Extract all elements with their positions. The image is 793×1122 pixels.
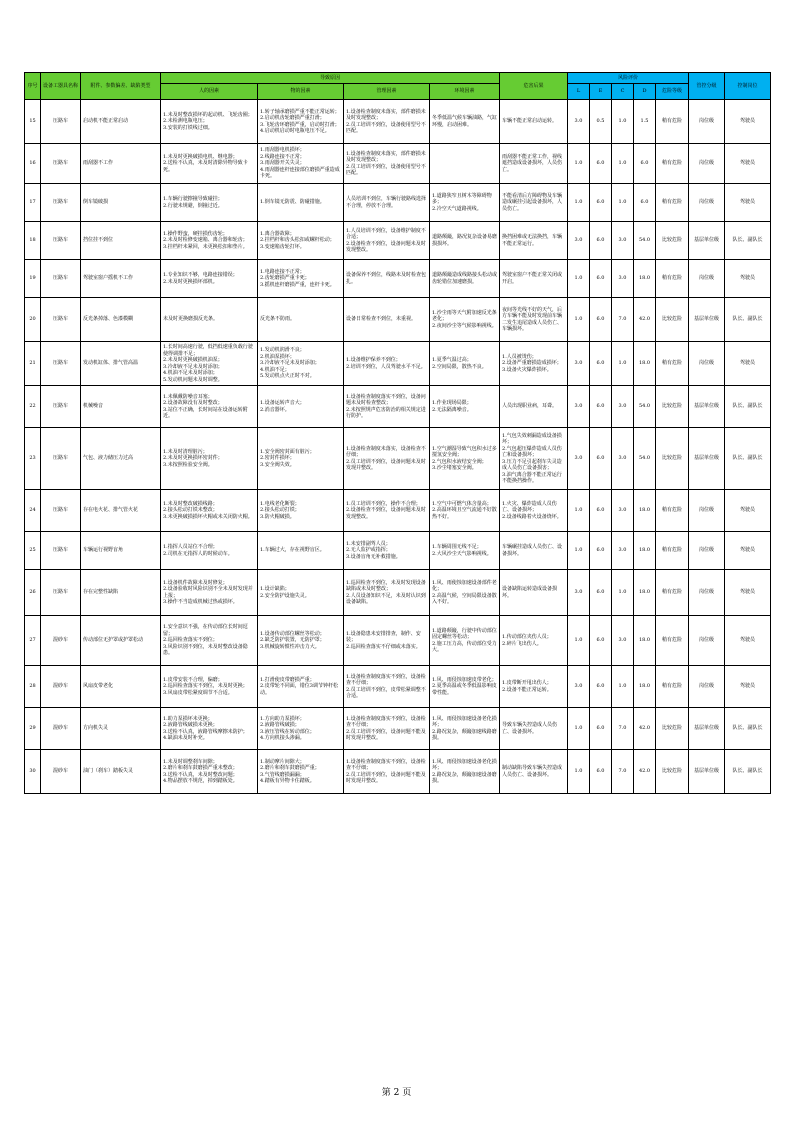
cell-L: 1.0: [568, 184, 590, 222]
cell-consequence: 1.人员被烫伤； 2.设备严重磨损造成损坏； 3.设备火灾爆炸损坏。: [500, 342, 568, 386]
cell-unit: 驾驶员: [725, 490, 771, 532]
cell-level: 稍有危险: [656, 260, 689, 298]
cell-object: 1.车辆过大，存在视野盲区。: [258, 532, 344, 570]
cell-unit: 驾驶员: [725, 616, 771, 666]
cell-parts: 风扇皮带老化: [81, 666, 161, 708]
cell-management: 1.未安排副驾人员； 2.无人监护或指挥； 3.设备盲角无补救措施。: [344, 532, 430, 570]
cell-level: 比较危险: [656, 708, 689, 750]
cell-consequence: 换挡困难或无法换挡，车辆不能正常运行。: [500, 222, 568, 260]
cell-level: 比较危险: [656, 428, 689, 490]
cell-D: 18.0: [634, 616, 656, 666]
cell-D: 18.0: [634, 260, 656, 298]
cell-parts: 倒车镜破损: [81, 184, 161, 222]
cell-human: 1.未及时整改损坏的起动机、飞轮齿圈； 2.未检测电瓶电压； 3.安装的打铁线过细。: [161, 100, 258, 144]
cell-D: 1.5: [634, 100, 656, 144]
cell-device: 压路车: [41, 386, 81, 428]
cell-seq: 25: [25, 532, 41, 570]
cell-human: 1.专业知识不够，电路连接错误； 2.未及时更换损坏部机。: [161, 260, 258, 298]
cell-management: 1.设备检查制度落实不到位，设备检查不仔细； 2.员工培训不到位，设备问题不能及时发现并整改。: [344, 750, 430, 794]
cell-human: 1.皮带安装不合理，偏磨； 2.巡回检查落实不到位，未及时更换； 3.风扇皮带松紧度调节不合适。: [161, 666, 258, 708]
cell-D: 6.0: [634, 184, 656, 222]
cell-seq: 15: [25, 100, 41, 144]
header-object: 物的因素: [258, 84, 344, 100]
cell-object: 1.打滑使皮带磨损严重； 2.皮带轮不同面，错位3调节钟杆松动。: [258, 666, 344, 708]
cell-consequence: 1.火灾、爆炸造成人员伤亡、设备损坏； 2.设备线路着火设备烧坏。: [500, 490, 568, 532]
cell-L: 3.0: [568, 428, 590, 490]
cell-D: 54.0: [634, 222, 656, 260]
cell-C: 3.0: [612, 386, 634, 428]
header-E: E: [590, 84, 612, 100]
cell-C: 7.0: [612, 298, 634, 342]
cell-L: 3.0: [568, 386, 590, 428]
cell-level: 稍有危险: [656, 570, 689, 616]
table-body: [25, 100, 771, 794]
cell-environment: 1.道路颠簸，行驶中传动部位固定螺丝等松动； 2.施工压力高，传动部位受力大。: [430, 616, 500, 666]
cell-D: 42.0: [634, 750, 656, 794]
cell-environment: 1.风、雨侵蚀加速设备老化损坏； 2.路况复杂，颠簸加速设备磨损。: [430, 750, 500, 794]
header-consequence: 危害后果: [500, 73, 568, 100]
cell-device: 压路车: [41, 342, 81, 386]
cell-L: 3.0: [568, 666, 590, 708]
cell-unit: 队长、副队长: [725, 222, 771, 260]
cell-environment: 道路颠簸，路况复杂设备易磨损损坏。: [430, 222, 500, 260]
cell-human: 1.车辆行驶擦撞导致碰挂； 2.行驶未规避，倒撞过近。: [161, 184, 258, 222]
cell-L: 3.0: [568, 342, 590, 386]
risk-assessment-table: [24, 72, 771, 794]
cell-unit: 驾驶员: [725, 570, 771, 616]
cell-human: 1.未及时更换破损电机、继电器； 2.送检不认真，未及时清除异物导致卡死。: [161, 144, 258, 184]
cell-object: 1.设备运转声音大； 2.消音器坏。: [258, 386, 344, 428]
cell-object: 1.安全阀密封面有脏污； 2.密封件损坏； 3.安全阀失效。: [258, 428, 344, 490]
table-row: [25, 616, 771, 666]
header-management: 管理因素: [344, 84, 430, 100]
cell-E: 6.0: [590, 616, 612, 666]
cell-unit: 队长、副队长: [725, 708, 771, 750]
cell-D: 18.0: [634, 342, 656, 386]
cell-consequence: 车辆不能正常启动运转。: [500, 100, 568, 144]
cell-management: 设备日常检查不到位，未重视。: [344, 298, 430, 342]
cell-parts: 气包、液力储压力过高: [81, 428, 161, 490]
cell-human: 未及时更换磨损反光条。: [161, 298, 258, 342]
cell-management: 1.设备维护保养不到位； 2.培训不到位，人员驾驶水平不足。: [344, 342, 430, 386]
cell-parts: 反光条掉落、色漆模糊: [81, 298, 161, 342]
cell-C: 1.0: [612, 666, 634, 708]
cell-environment: 1.夏季气温过高； 2.空间局限，散热不良。: [430, 342, 500, 386]
cell-control: 基层单位级: [689, 708, 725, 750]
cell-human: 1.操作野蛮，硬挂损伤齿轮； 2.未及时检修变速箱、离合器和轮齿； 3.挂档杆未紧回，未更换松扣和垫片。: [161, 222, 258, 260]
cell-environment: [430, 144, 500, 184]
cell-E: 6.0: [590, 144, 612, 184]
table-row: [25, 222, 771, 260]
cell-seq: 21: [25, 342, 41, 386]
cell-seq: 18: [25, 222, 41, 260]
cell-seq: 29: [25, 708, 41, 750]
header-parts: 附件、参数偏差、缺陷类型: [81, 73, 161, 100]
cell-L: 1.0: [568, 708, 590, 750]
cell-E: 6.0: [590, 750, 612, 794]
cell-object: 1.离合器故障； 2.挂档杆和齿头松扣或螺杆松动； 3.变速箱齿轮打坏。: [258, 222, 344, 260]
cell-D: 6.0: [634, 144, 656, 184]
cell-seq: 24: [25, 490, 41, 532]
table-row: [25, 428, 771, 490]
cell-human: 1.指挥人员站位不合理； 2.司机在无指挥人的时候动车。: [161, 532, 258, 570]
cell-management: 1.设备隐患未安排排查，制作、安装； 2.巡回检查落实不仔细或未落实。: [344, 616, 430, 666]
cell-object: 1.雨刮器电机损坏； 2.线路连接不正常； 3.雨刮器开关失灵； 4.雨刮器连杆连接部位磨损严重造成卡死。: [258, 144, 344, 184]
cell-control: 基层单位级: [689, 750, 725, 794]
cell-unit: 驾驶员: [725, 666, 771, 708]
cell-control: 岗位级: [689, 184, 725, 222]
cell-consequence: 车辆碾挂造成人员伤亡、设备损坏。: [500, 532, 568, 570]
cell-human: 1.助力泵损坏未更换； 2.液路管线破损未更换； 3.送检不认真，液路管线摩擦未防护； 4.缺油未及时补充。: [161, 708, 258, 750]
cell-management: 设备保养不到位，线路未及时检查包扎。: [344, 260, 430, 298]
table-row: [25, 298, 771, 342]
cell-object: 1.倒车镜无防震、防碰措施。: [258, 184, 344, 222]
cell-seq: 27: [25, 616, 41, 666]
cell-parts: 方向机失灵: [81, 708, 161, 750]
table-row: [25, 708, 771, 750]
cell-L: 3.0: [568, 570, 590, 616]
cell-L: 1.0: [568, 616, 590, 666]
cell-management: 人员培训不到位，车辆行驶路线选择不合理，停放不合理。: [344, 184, 430, 222]
cell-human: 1.安全意识不强，在传动部位长时间逗留； 2.巡回检查落实不到位； 3.风险识别不到位，未及时整改设备隐患。: [161, 616, 258, 666]
cell-E: 6.0: [590, 532, 612, 570]
header-cause-group: 导致原因: [161, 73, 500, 84]
cell-seq: 16: [25, 144, 41, 184]
cell-environment: 道路颠簸造成线路接头松动或齿轮错位加速磨损。: [430, 260, 500, 298]
cell-human: 1.设备机件故障未及时修复； 2.设备验收时风险识别不全未及时发现并上报； 3.操作不当造成机械过热或损坏。: [161, 570, 258, 616]
cell-C: 1.0: [612, 144, 634, 184]
cell-unit: 驾驶员: [725, 184, 771, 222]
cell-C: 1.0: [612, 570, 634, 616]
cell-E: 6.0: [590, 222, 612, 260]
cell-device: 压路车: [41, 428, 81, 490]
cell-seq: 19: [25, 260, 41, 298]
cell-device: 压路车: [41, 570, 81, 616]
cell-consequence: 驾驶室窗户不能正常关闭或开启。: [500, 260, 568, 298]
cell-level: 稍有危险: [656, 144, 689, 184]
table-row: [25, 342, 771, 386]
cell-E: 6.0: [590, 298, 612, 342]
cell-level: 比较危险: [656, 386, 689, 428]
cell-consequence: 1.皮带断开甩出伤人； 2.设备不能正常运转。: [500, 666, 568, 708]
cell-parts: 传动部位无护罩或护罩松动: [81, 616, 161, 666]
cell-level: 比较危险: [656, 750, 689, 794]
cell-L: 3.0: [568, 222, 590, 260]
cell-device: 混砂车: [41, 750, 81, 794]
header-C: C: [612, 84, 634, 100]
cell-management: 1.设备检查制度落实不到位，设备检查不仔细； 2.员工培训不到位，设备问题不能及时发现并整改。: [344, 708, 430, 750]
cell-consequence: 1.传动部位夹伤人员； 2.碎片飞出伤人。: [500, 616, 568, 666]
cell-management: 1.设备检查制度未落实，部件磨损未及时发现整改； 2.员工培训不到位，设备使用型号不匹配。: [344, 144, 430, 184]
cell-level: 稍有危险: [656, 342, 689, 386]
cell-C: 3.0: [612, 490, 634, 532]
cell-L: 1.0: [568, 298, 590, 342]
cell-level: 比较危险: [656, 222, 689, 260]
cell-E: 6.0: [590, 386, 612, 428]
cell-D: 18.0: [634, 532, 656, 570]
cell-control: 岗位级: [689, 666, 725, 708]
table-header: [25, 73, 771, 100]
cell-human: 1.未及时清理脏污； 2.未及时更换损坏密封件； 3.未按照检验安全阀。: [161, 428, 258, 490]
cell-seq: 20: [25, 298, 41, 342]
cell-object: 1.方向助力泵损坏； 2.液路管线破损； 3.液压管线在转动部位； 4.方向机接头渗漏。: [258, 708, 344, 750]
header-control: 管控分级: [689, 73, 725, 100]
cell-level: 稍有危险: [656, 490, 689, 532]
cell-L: 3.0: [568, 100, 590, 144]
cell-object: 1.发动机润滑不良； 2.机油泵损坏； 3.冷却液不足未及时添加； 4.机油不足； 5.发动机点火正时不对。: [258, 342, 344, 386]
cell-control: 基层单位级: [689, 386, 725, 428]
cell-device: 压路车: [41, 532, 81, 570]
cell-unit: 驾驶员: [725, 342, 771, 386]
cell-environment: 1.沙尘雨等天气附加速反光条老化； 2.夜间沙尘等气候影响视线。: [430, 298, 500, 342]
cell-E: 6.0: [590, 428, 612, 490]
cell-level: 稍有危险: [656, 616, 689, 666]
cell-L: 1.0: [568, 532, 590, 570]
cell-E: 6.0: [590, 490, 612, 532]
cell-control: 岗位级: [689, 144, 725, 184]
cell-environment: 1.风、雨侵蚀加速设备老化损坏； 2.路况复杂，颠簸加速线路磨损。: [430, 708, 500, 750]
cell-object: 1.制动摩片间隙大； 2.磨片和刹车鼓磨损严重； 3.气管线磨损漏漏； 4.踏板有异物卡住踏板。: [258, 750, 344, 794]
cell-consequence: 不能看清后方障碍物及车辆造成碾挂引起设备损坏，人员伤亡。: [500, 184, 568, 222]
cell-device: 压路车: [41, 490, 81, 532]
cell-consequence: 制动缺陷导致车辆失控造成人员伤亡、设备损坏。: [500, 750, 568, 794]
cell-object: 1.设计缺陷； 2.安全防护设施失灵。: [258, 570, 344, 616]
cell-environment: 冬季低温气候车辆油路，气缸环慢，启动困难。: [430, 100, 500, 144]
cell-consequence: 导致车辆失控造成人员伤亡、设备损坏。: [500, 708, 568, 750]
table-row: [25, 666, 771, 708]
cell-consequence: 1.气包失效刺漏造成设备损坏； 2.气包超压爆炸造成人员伤亡和设备损坏； 3.压力不足引起刹车失灵造成人员伤亡设备损害； 3.油气离合器不能正常运行不能换挡操作。: [500, 428, 568, 490]
cell-unit: 驾驶员: [725, 144, 771, 184]
cell-D: 42.0: [634, 708, 656, 750]
cell-level: 稍有危险: [656, 184, 689, 222]
cell-seq: 22: [25, 386, 41, 428]
cell-control: 岗位级: [689, 532, 725, 570]
cell-device: 混砂车: [41, 616, 81, 666]
cell-level: 稍有危险: [656, 532, 689, 570]
cell-L: 1.0: [568, 490, 590, 532]
cell-C: 7.0: [612, 750, 634, 794]
cell-level: 稍有危险: [656, 666, 689, 708]
cell-device: 压路车: [41, 100, 81, 144]
cell-management: 1.设备检查制度落实不到位，设备问题未及时检查整改； 2.未按照规声危害防治的相关规定进行防护。: [344, 386, 430, 428]
cell-unit: 队长、副队长: [725, 428, 771, 490]
cell-unit: 驾驶员: [725, 100, 771, 144]
cell-C: 1.0: [612, 184, 634, 222]
header-seq: 序号: [25, 73, 41, 100]
cell-device: 压路车: [41, 184, 81, 222]
cell-consequence: 雨刮器不能正常工作，视线遮挡造成设备损坏，人员伤亡。: [500, 144, 568, 184]
cell-object: 1.转子轴承磨损严重不能正常运转； 2.启动机齿轮磨损严重打滑； 3.飞轮齿环磨损严重，启动时打滑； 4.启动机启动时电瓶电压不足。: [258, 100, 344, 144]
cell-unit: 驾驶员: [725, 260, 771, 298]
cell-seq: 23: [25, 428, 41, 490]
cell-seq: 17: [25, 184, 41, 222]
cell-parts: 油门（刹车）踏板失灵: [81, 750, 161, 794]
cell-environment: 1.风、雨侵蚀加速皮带老化； 2.夏季高温或冬季低温影响皮带性能。: [430, 666, 500, 708]
cell-management: 1.设备检查制度未落实，部件磨损未及时发现整改； 2.员工培训不到位，设备使用型号不匹配。: [344, 100, 430, 144]
cell-parts: 车辆运行视野盲角: [81, 532, 161, 570]
cell-control: 基层单位级: [689, 222, 725, 260]
cell-seq: 26: [25, 570, 41, 616]
cell-control: 岗位级: [689, 342, 725, 386]
cell-human: 1.未及时整改破损线路； 2.接头松动打铁未整改； 3.未更换破损损坏火帽或未关闭防火帽。: [161, 490, 258, 532]
cell-C: 1.0: [612, 100, 634, 144]
cell-C: 3.0: [612, 222, 634, 260]
cell-control: 基层单位级: [689, 428, 725, 490]
cell-object: 1.设备传动部位螺丝等松动； 2.缺乏防护装置，无防护罩； 3.机械旋转惯性冲击力大。: [258, 616, 344, 666]
cell-L: 1.0: [568, 750, 590, 794]
cell-unit: 驾驶员: [725, 532, 771, 570]
cell-control: 基层单位级: [689, 298, 725, 342]
table-row: [25, 750, 771, 794]
cell-C: 3.0: [612, 616, 634, 666]
cell-D: 18.0: [634, 490, 656, 532]
cell-management: 1.设备检查制度未落实，设备检查不仔细； 2.员工培训不到位，设备问题未及时发现并整改。: [344, 428, 430, 490]
table-row: [25, 184, 771, 222]
cell-device: 压路车: [41, 260, 81, 298]
cell-C: 1.0: [612, 342, 634, 386]
cell-E: 6.0: [590, 570, 612, 616]
cell-object: 1.电线老化断裂； 2.接头松动打铁； 3.防火帽破损。: [258, 490, 344, 532]
cell-E: 6.0: [590, 666, 612, 708]
cell-C: 7.0: [612, 708, 634, 750]
cell-environment: 1.作业现场局限； 2.无法隔离噪音。: [430, 386, 500, 428]
cell-object: 反光条不防雨。: [258, 298, 344, 342]
cell-environment: 1.道路狭窄且树木等障碍物多； 2.冷空天气道路视线。: [430, 184, 500, 222]
cell-device: 压路车: [41, 144, 81, 184]
cell-D: 18.0: [634, 570, 656, 616]
cell-parts: 存在完整性缺陷: [81, 570, 161, 616]
header-D: D: [634, 84, 656, 100]
cell-unit: 队长、副队长: [725, 386, 771, 428]
cell-device: 压路车: [41, 298, 81, 342]
cell-E: 6.0: [590, 184, 612, 222]
cell-management: 1.巡回检查不到位，未及时发现设备缺陷或未及时整改； 2.人员设备知识不足，未及时认识到设备缺陷。: [344, 570, 430, 616]
cell-parts: 雨刮器不工作: [81, 144, 161, 184]
cell-unit: 队长、副队长: [725, 298, 771, 342]
cell-C: 3.0: [612, 260, 634, 298]
cell-control: 岗位级: [689, 570, 725, 616]
cell-environment: 1.空气中可燃气体含量高； 2.高温环境且空气流通不好散热不好。: [430, 490, 500, 532]
cell-D: 42.0: [634, 298, 656, 342]
cell-parts: 机械噪音: [81, 386, 161, 428]
header-environment: 环境因素: [430, 84, 500, 100]
cell-human: 1.未佩戴防噪音耳塞； 2.设备故障没有及时整改； 3.站位不正确，长时间站在设备运转附近。: [161, 386, 258, 428]
cell-level: 稍有危险: [656, 100, 689, 144]
table-row: [25, 532, 771, 570]
cell-control: 岗位级: [689, 260, 725, 298]
cell-D: 54.0: [634, 428, 656, 490]
cell-control: 岗位级: [689, 490, 725, 532]
cell-parts: 发动机缸体、排气管高温: [81, 342, 161, 386]
header-human: 人的因素: [161, 84, 258, 100]
cell-C: 3.0: [612, 532, 634, 570]
cell-parts: 挡位挂不到位: [81, 222, 161, 260]
header-device: 设备工器具名称: [41, 73, 81, 100]
table-row: [25, 386, 771, 428]
table-row: [25, 490, 771, 532]
cell-control: 岗位级: [689, 100, 725, 144]
cell-level: 比较危险: [656, 298, 689, 342]
cell-unit: 队长、副队长: [725, 750, 771, 794]
cell-E: 6.0: [590, 708, 612, 750]
cell-L: 1.0: [568, 260, 590, 298]
cell-consequence: 设备缺陷运转造成设备损坏。: [500, 570, 568, 616]
cell-environment: 1.风、雨使蚀加速设备部件老化； 2.高温气候，空间局限设备散入不好。: [430, 570, 500, 616]
cell-L: 1.0: [568, 144, 590, 184]
cell-parts: 启动机不能正常启动: [81, 100, 161, 144]
header-level: 危险等级: [656, 84, 689, 100]
cell-management: 1.设备检查制度落实不到位，设备检查不仔细； 2.员工培训不到位，皮带松紧调整不合适。: [344, 666, 430, 708]
table-row: [25, 570, 771, 616]
header-risk-group: 风险评价: [568, 73, 689, 84]
cell-human: 1.长时间高速行驶，低挡低速重负载行驶使得调排不足； 2.未及时更换破损机油泵； 3.冷却液不足未及时添加； 4.机油不足未及时添加； 5.发动机问题未及时调整。: [161, 342, 258, 386]
cell-E: 6.0: [590, 260, 612, 298]
cell-D: 54.0: [634, 386, 656, 428]
cell-parts: 驾驶室窗户摇机不工作: [81, 260, 161, 298]
cell-environment: 1.空气潮湿导致气包积水过多搅氢安全阀； 2.气包积水液结安全阀； 3.沙尘堵塞安全阀。: [430, 428, 500, 490]
header-unit: 控制岗位: [725, 73, 771, 100]
cell-object: 1.电路连接不正常； 2.齿轮磨损严重卡死； 3.摇机连杆磨损严重，连杆卡死。: [258, 260, 344, 298]
cell-D: 18.0: [634, 666, 656, 708]
cell-human: 1.未及时调整刹车间隙； 2.磨片和刹车鼓磨损严重未整改； 3.送检不认真，未及时整改问题； 4.物品摆放不规范，掉到踏板处。: [161, 750, 258, 794]
cell-E: 6.0: [590, 342, 612, 386]
cell-management: 1.人员培训不到位，设备维护制度不合适； 2.设备检查不到位，设备问题未及时发现整改。: [344, 222, 430, 260]
cell-management: 1.员工培训不到位，操作不合理； 2.设备检查不到位，设备问题未及时发现整改。: [344, 490, 430, 532]
cell-seq: 28: [25, 666, 41, 708]
cell-device: 压路车: [41, 222, 81, 260]
cell-consequence: 人员出现职业病，耳聋。: [500, 386, 568, 428]
cell-device: 混砂车: [41, 708, 81, 750]
page-number: 第 2 页: [381, 1088, 412, 1098]
cell-control: 岗位级: [689, 616, 725, 666]
cell-parts: 存在电火花、排气管火花: [81, 490, 161, 532]
cell-consequence: 夜间等光线不好的天气，后方车辆不能及时发现前车辆二发生追尾造成人员伤亡、车辆损坏。: [500, 298, 568, 342]
cell-E: 0.5: [590, 100, 612, 144]
table-row: [25, 100, 771, 144]
table-row: [25, 260, 771, 298]
header-L: L: [568, 84, 590, 100]
cell-environment: 1.车辆周围无线不足； 2.大风沙尘天气影响视线。: [430, 532, 500, 570]
cell-C: 3.0: [612, 428, 634, 490]
table-row: [25, 144, 771, 184]
cell-seq: 30: [25, 750, 41, 794]
cell-device: 混砂车: [41, 666, 81, 708]
